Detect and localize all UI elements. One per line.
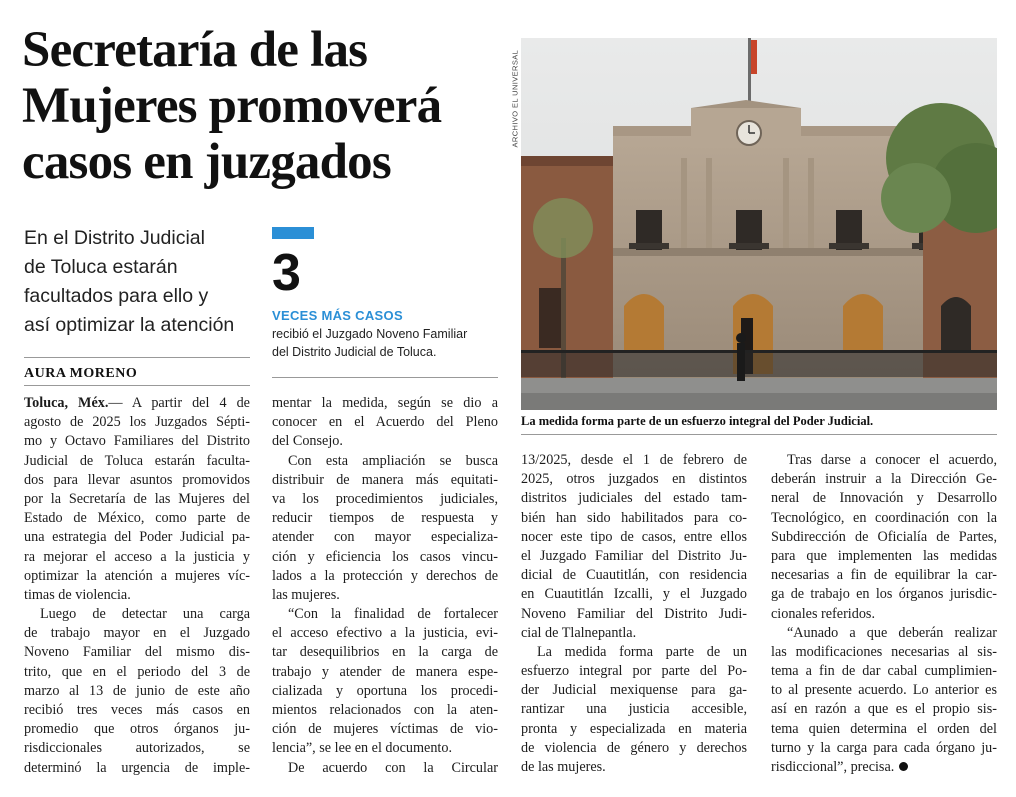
body-text-line: to al presente acuerdo. Lo anterior es [771,682,997,699]
stat-description [272,325,502,361]
body-text-line: en Cuautitlán Izcalli, y el Juzgado [521,586,747,603]
photo-credit [508,40,520,150]
body-text-line: atender con mayor especializa- [272,529,498,546]
body-text-line: Judicial de Toluca estarán faculta- [24,452,250,469]
divider [272,377,498,378]
headline-line: Mujeres promoverá [22,78,442,134]
body-text-line: dos para llevar asuntos promovidos [24,471,250,488]
body-text-line: distritos judiciales del estado tam- [521,490,747,507]
body-text-line: conocer en el Acuerdo del Pleno [272,414,498,431]
body-text-line: mentar la medida, según se dio a [272,395,498,411]
body-text-line: risdiccionales autorizados, se [24,740,250,757]
body-text-line: “Con la finalidad de fortalecer [288,606,498,623]
body-column-4 [771,451,997,777]
divider [24,357,250,358]
body-column-1 [24,394,250,778]
body-text-line: va los procedimientos judiciales, [272,490,498,507]
body-text-line: distribuir de manera más equitati- [272,471,498,488]
body-text-line: determinó la urgencia de imple- [24,759,250,776]
body-text-line: risdiccional”, precisa. [771,758,997,777]
body-text-line: deberán instruir a la Dirección Ge- [771,471,997,488]
news-photo [521,38,997,410]
body-column-2 [272,394,498,778]
body-text-line: recibió tres veces más casos en [24,702,250,718]
divider [521,434,997,435]
body-text-line: cializada y oportuna los procedi- [272,682,498,699]
body-text-line: por la Secretaría de las Mujeres del [24,490,250,507]
body-text-line: de trabajo mayor en el Juzgado [24,625,250,642]
body-text-line: La medida forma parte de un [537,643,747,660]
body-text-line: esfuerzo integral por parte del Po- [521,663,747,680]
stat-number: 3 [272,244,301,302]
body-text-line: lencia”, se lee en el documento. [272,740,453,757]
body-text-line: del Consejo. [272,433,343,450]
body-text-line: Estado de México, como parte de [24,510,250,527]
body-text-line: el Juzgado Familiar del Distrito Ju- [521,547,747,564]
body-text-line: las modificaciones necesarias al sis- [771,643,997,660]
stat-description-line: recibió el Juzgado Noveno Familiar [272,327,468,341]
body-text-line: lados a la protección y derechos de [272,567,498,584]
photo-credit-text: ARCHIVO EL UNIVERSAL [510,49,520,148]
deck-line: En el Distrito Judicial [24,227,205,249]
body-text-line: las mujeres. [272,586,340,603]
body-text-line: reducir tiempos de respuesta y [272,510,498,527]
body-text-line: mo y Octavo Familiares del Distrito [24,433,250,450]
body-text-line: mientos relacionados con la aten- [272,702,498,718]
body-text-line: tar desequilibrios en la carga de [272,644,498,661]
body-text-line: trito, que en el periodo del 3 de [24,663,250,680]
photo-caption: La medida forma parte de un esfuerzo integral del Poder Judicial. [521,414,874,428]
body-text-line: rantizar una justicia accesible, [521,701,747,718]
body-text-line: Luego de detectar una carga [40,606,250,623]
stat-label: VECES MÁS CASOS [272,308,403,323]
body-text-line: neral de Innovación y Desarrollo [771,490,997,507]
body-text-line: Noveno Familiar del mismo dis- [24,644,250,661]
body-text-line: trabajo y atender de manera espe- [272,663,498,680]
body-text-line: timas de violencia. [24,586,131,603]
body-text-line: nocer este tipo de casos, entre ellos [521,528,747,545]
body-text-line: ción de mujeres víctimas de vio- [272,721,498,738]
body-text-line: pronta y especializada en materia [521,720,747,737]
end-of-article-mark [899,762,908,771]
body-text-line: Tecnológico, en coordinación con la [771,509,997,526]
body-text-line: tema a fin de dar cabal cumplimien- [771,663,997,680]
headline-line: Secretaría de las [22,22,368,78]
deck-line: facultados para ello y [24,285,209,307]
body-text-line: De acuerdo con la Circular [288,759,498,776]
body-text-line: promedio que otros órganos ju- [24,721,250,738]
deck [24,224,254,340]
body-text-line: agosto de 2025 los Juzgados Sépti- [24,414,250,431]
body-text-line: ga de trabajo en los órganos jurisdic- [771,586,997,603]
deck-line: de Toluca estarán [24,256,178,278]
divider [24,385,250,386]
body-text-line: cial de Tlalnepantla. [521,624,637,641]
body-text-line: Con esta ampliación se busca [288,452,498,469]
body-text-line: Tras darse a conocer el acuerdo, [787,452,997,468]
body-text-line: turno y la carga para cada órgano ju- [771,739,997,756]
body-column-3 [521,451,747,777]
body-text-line: der Judicial mexiquense para ga- [521,682,747,699]
body-text-line: 2025, otros juzgados en distintos [521,471,747,488]
body-text-line: 13/2025, desde el 1 de febrero de [521,452,747,468]
body-text-line: cionales referidos. [771,605,875,622]
byline: AURA MORENO [24,366,138,381]
body-text-line: dicial de Cuautitlán, con residencia [521,567,747,584]
stat-description-line: del Distrito Judicial de Toluca. [272,345,437,359]
body-text-line: el acceso efectivo a la justicia, evi- [272,625,498,642]
body-text-line: optimizar la atención a mujeres víc- [24,567,250,584]
body-text-line: marzo al 13 de junio de este año [24,682,250,699]
deck-line: así optimizar la atención [24,314,235,336]
body-text-line: Noveno Familiar del Distrito Judi- [521,605,747,622]
body-text-line: ción y eficiencia los casos vincu- [272,548,498,565]
headline-line: casos en juzgados [22,134,391,190]
body-text-line: así en razón a que es el propio sis- [771,701,997,718]
body-text-line: bién han sido habilitados para co- [521,509,747,526]
body-text-line: tema quien determina el orden del [771,720,997,737]
body-text-line: de las mujeres. [521,759,606,775]
body-text-line: de violencia de género y derechos [521,739,747,756]
body-text-line: necesarias a fin de equilibrar la car- [771,567,997,584]
body-text-line: “Aunado a que deberán realizar [787,624,997,641]
headline [22,22,502,190]
stat-accent-bar [272,227,314,239]
body-text-line: ra mejorar el acceso a la justicia y [24,548,250,565]
body-text-line: Subdirección de Oficialía de Partes, [771,528,997,545]
body-text-line: una estrategia del Poder Judicial pa- [24,529,250,546]
body-text-line: Toluca, Méx.— A partir del 4 de [24,395,250,411]
body-text-line: para que implementen las medidas [771,547,997,564]
building-illustration [521,38,997,410]
dateline: Toluca, Méx. [24,395,109,411]
